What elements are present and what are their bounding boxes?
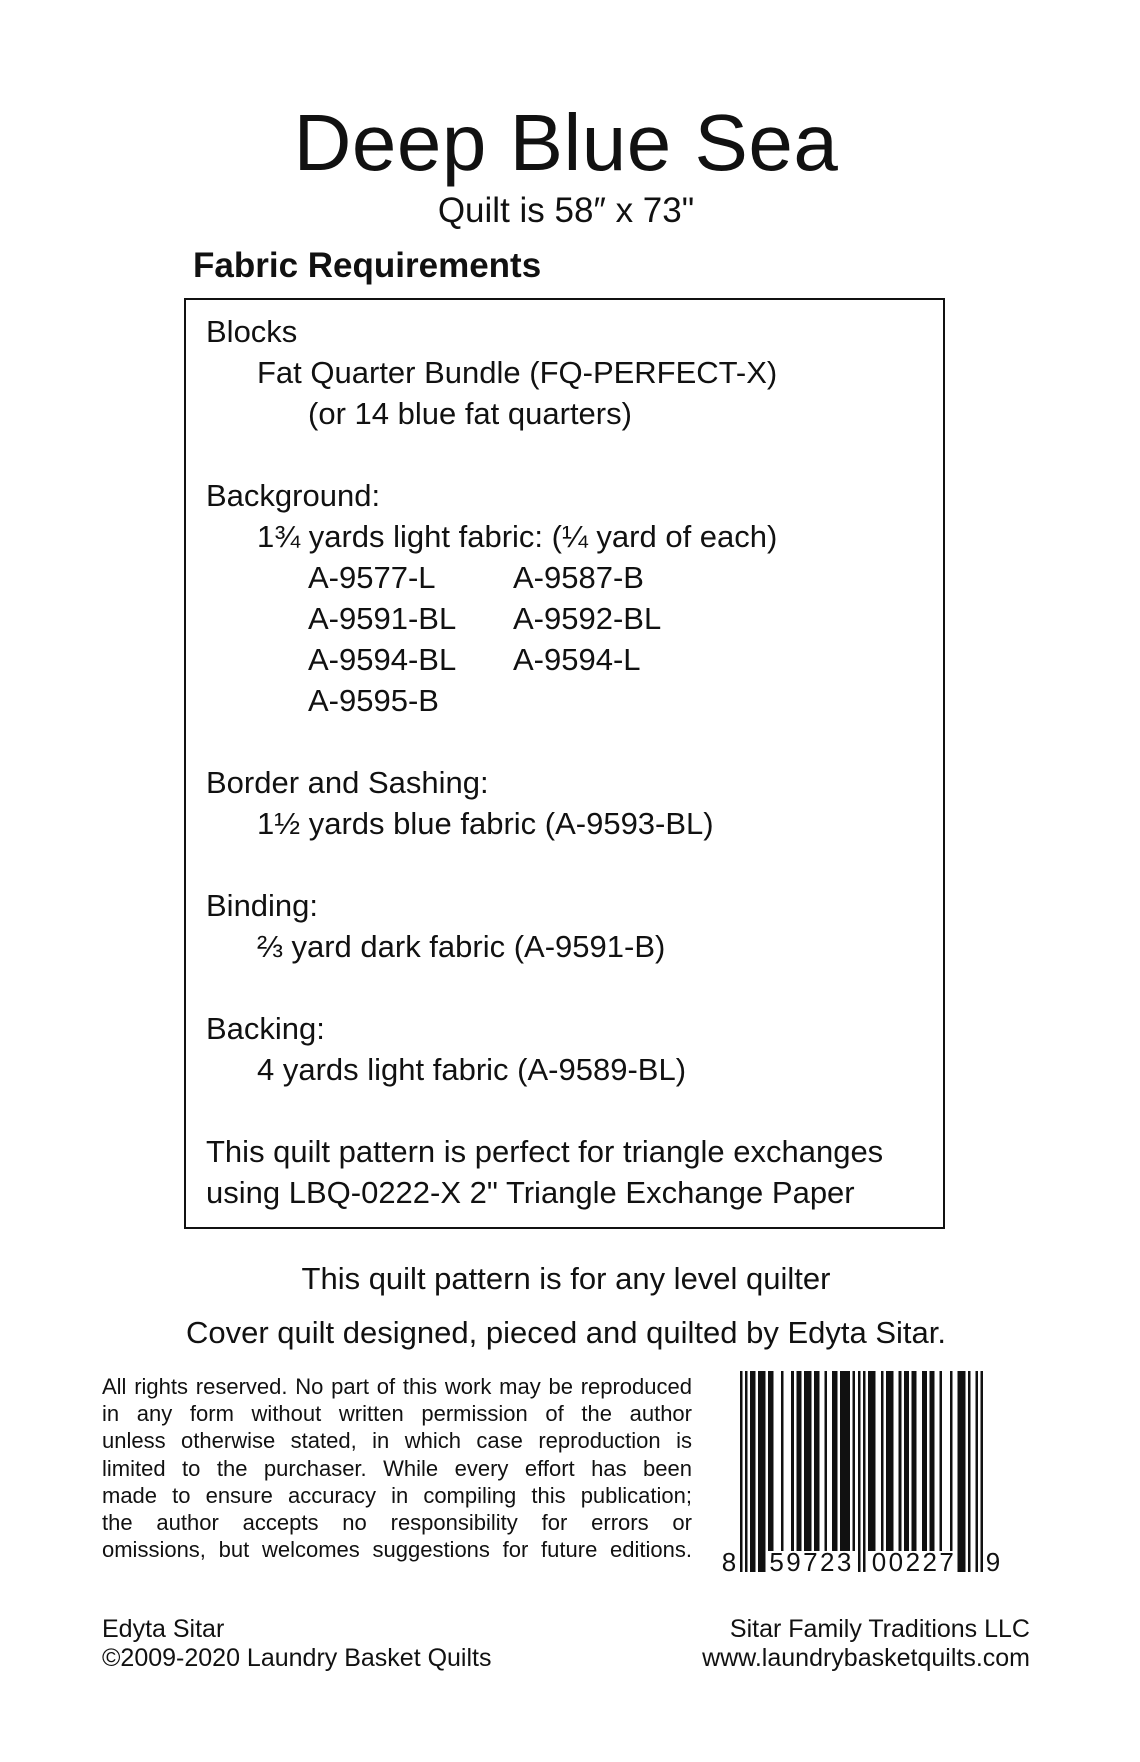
quilt-size: Quilt is 58″ x 73" (437, 191, 695, 230)
barcode (720, 1365, 1005, 1580)
fabric-requirements-box (184, 298, 945, 1229)
note-line: This quilt pattern is perfect for triangle exchanges (206, 1134, 884, 1169)
footer-website: www.laundrybasketquilts.com (702, 1644, 1030, 1672)
designer-credit: Cover quilt designed, pieced and quilted by Edyta Sitar. (186, 1315, 946, 1350)
footer-author-block (102, 1615, 492, 1673)
triangle-exchange-note (206, 1131, 943, 1213)
copyright-notice-line: All rights reserved. No part of this work may be reproduced (102, 1374, 692, 1399)
binding-label: Binding: (206, 888, 319, 923)
barcode-bar (853, 1371, 856, 1551)
barcode-bar (929, 1371, 934, 1551)
pattern-title: Deep Blue Sea (293, 98, 839, 187)
border-fabric: 1½ yards blue fabric (A-9593-BL) (257, 806, 714, 841)
fabric-code: A-9591-BL (308, 601, 457, 636)
footer-company: Sitar Family Traditions LLC (729, 1615, 1030, 1643)
copyright-notice-line: made to ensure accuracy in compiling this publication; (102, 1482, 692, 1508)
background-section (206, 475, 943, 721)
skill-level: This quilt pattern is for any level quilter (301, 1261, 831, 1296)
copyright-notice-line: the author accepts no responsibility for errors or (102, 1510, 692, 1536)
copyright-notice (102, 1373, 692, 1563)
copyright-notice-line: in any form without written permission of the author (102, 1401, 692, 1427)
barcode-bar (863, 1371, 866, 1572)
barcode-bar (922, 1371, 927, 1551)
footer-copyright: ©2009-2020 Laundry Basket Quilts (102, 1644, 492, 1672)
blocks-fabric: Fat Quarter Bundle (FQ-PERFECT-X) (257, 355, 778, 390)
border-section (206, 762, 943, 844)
barcode-bar (791, 1371, 794, 1551)
blocks-alternative: (or 14 blue fat quarters) (308, 396, 632, 431)
barcode-bar (958, 1371, 966, 1572)
barcode-bar (912, 1371, 917, 1551)
fabric-code: A-9592-BL (513, 601, 662, 636)
footer-author: Edyta Sitar (102, 1615, 225, 1643)
barcode-check-digit: 9 (985, 1547, 1001, 1577)
copyright-notice-line: unless otherwise stated, in which case reproduction is (102, 1428, 692, 1454)
blocks-label: Blocks (206, 314, 298, 349)
blocks-section (206, 311, 943, 434)
barcode-bar (750, 1371, 755, 1572)
fabric-requirements-heading: Fabric Requirements (193, 246, 542, 285)
footer-company-block (702, 1615, 1030, 1673)
barcode-bar (940, 1371, 943, 1551)
fabric-code: A-9594-L (513, 642, 641, 677)
barcode-bar (768, 1371, 773, 1551)
barcode-bar (904, 1371, 909, 1551)
barcode-bar (781, 1371, 784, 1551)
backing-fabric: 4 yards light fabric (A-9589-BL) (257, 1052, 687, 1087)
copyright-notice-line: omissions, but welcomes suggestions for future editions. (102, 1537, 692, 1563)
copyright-notice-line: limited to the purchaser. While every effort has been (102, 1455, 692, 1481)
fabric-code: A-9587-B (513, 560, 644, 595)
barcode-bar (881, 1371, 884, 1551)
barcode-bar (758, 1371, 766, 1572)
barcode-bar (976, 1371, 979, 1572)
backing-label: Backing: (206, 1011, 325, 1046)
backing-section (206, 1008, 943, 1090)
barcode-bar (814, 1371, 819, 1551)
fabric-code: A-9595-B (308, 683, 439, 718)
barcode-bar (840, 1371, 850, 1551)
barcode-bar (981, 1371, 984, 1572)
barcode-bar (886, 1371, 894, 1551)
barcode-left-digits: 59723 (769, 1547, 852, 1577)
barcode-bar (968, 1371, 971, 1572)
background-fabric-codes (206, 557, 943, 721)
barcode-right-digits: 00227 (871, 1547, 954, 1577)
barcode-bar (804, 1371, 812, 1551)
barcode-bar (745, 1371, 748, 1572)
barcode-bar (824, 1371, 827, 1551)
background-label: Background: (206, 478, 381, 513)
note-line: using LBQ-0222-X 2" Triangle Exchange Paper (206, 1175, 855, 1210)
barcode-bar (899, 1371, 902, 1551)
binding-section (206, 885, 943, 967)
border-label: Border and Sashing: (206, 765, 489, 800)
fabric-code: A-9594-BL (308, 642, 457, 677)
fabric-code: A-9577-L (308, 560, 436, 595)
barcode-bar (740, 1371, 743, 1572)
binding-fabric: ⅔ yard dark fabric (A-9591-B) (257, 929, 666, 964)
barcode-bar (868, 1371, 876, 1551)
barcode-bar (832, 1371, 837, 1551)
barcode-bar (858, 1371, 861, 1572)
barcode-bar (950, 1371, 953, 1551)
background-fabric: 1¾ yards light fabric: (¼ yard of each) (257, 519, 778, 554)
barcode-number-system-digit: 8 (721, 1547, 737, 1577)
barcode-bar (796, 1371, 801, 1551)
